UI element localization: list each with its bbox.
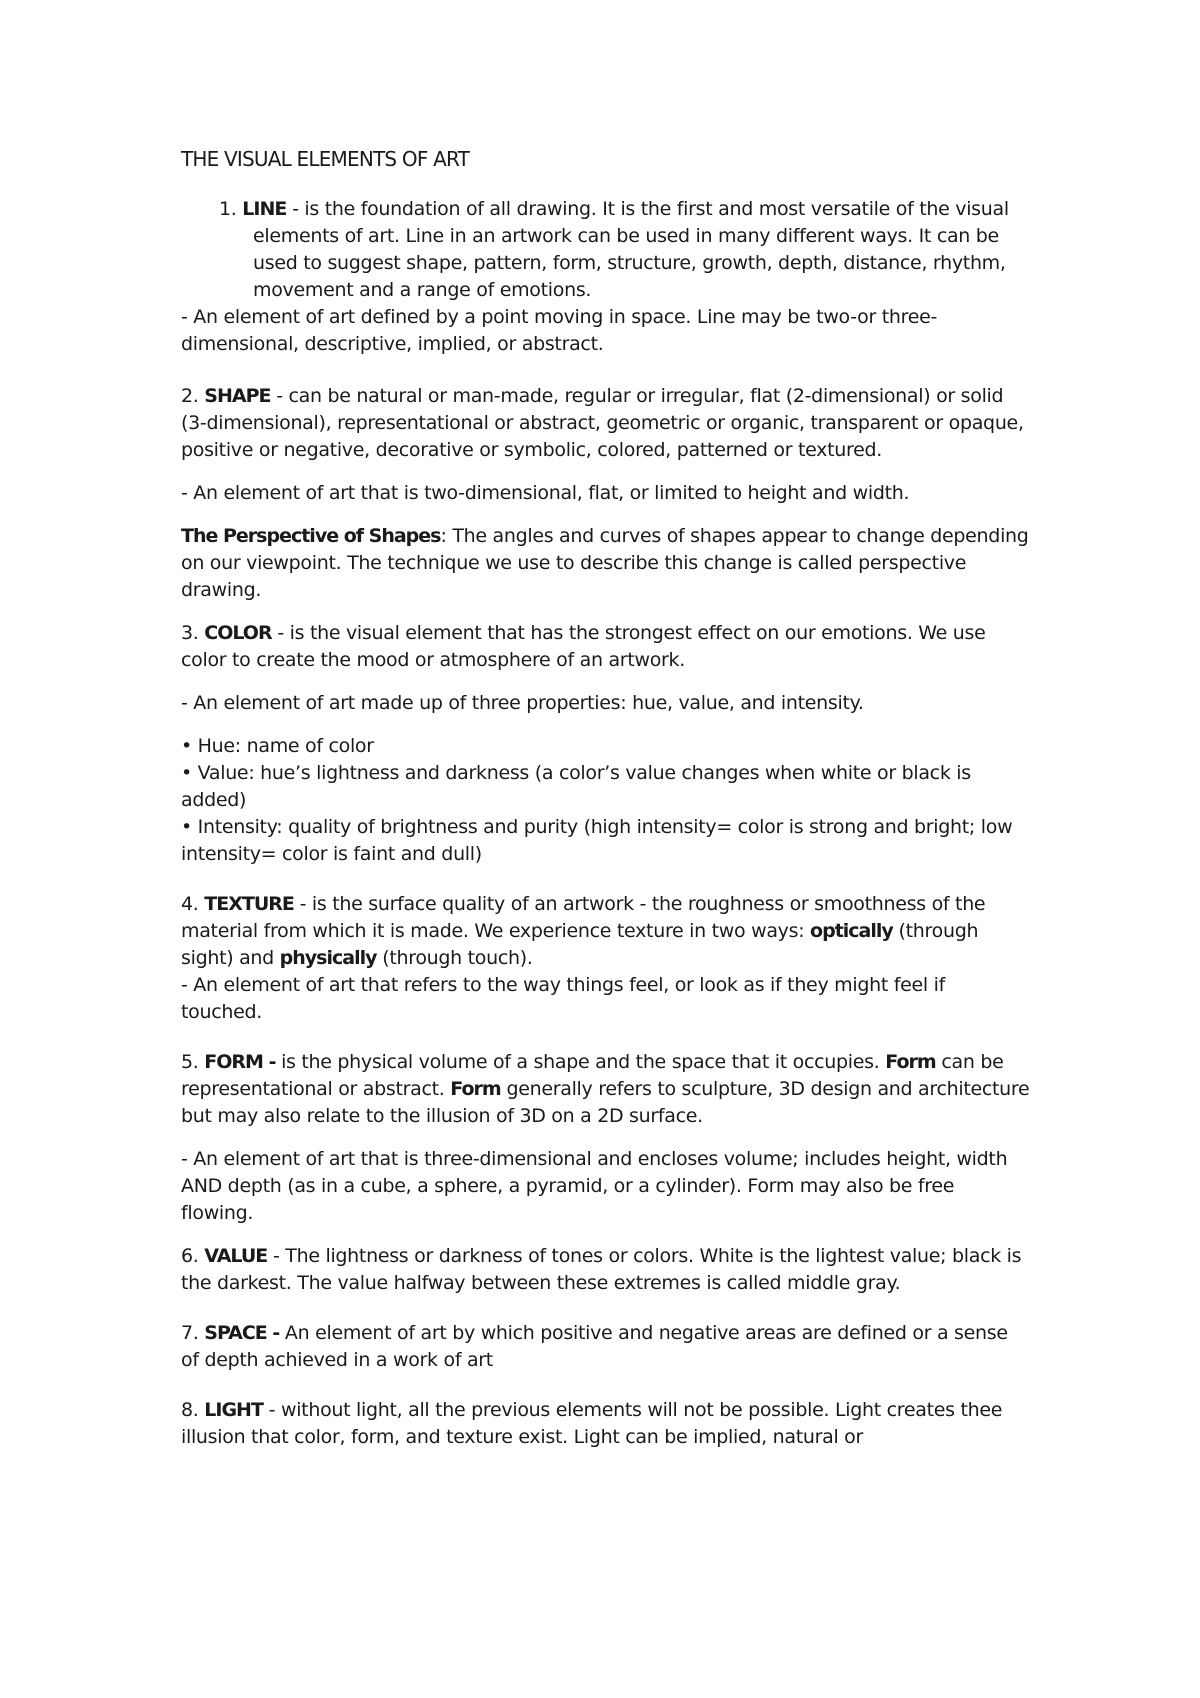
line-item bbox=[219, 196, 1031, 304]
color-definition: - An element of art made up of three properties: hue, value, and intensity. bbox=[181, 692, 864, 714]
shape-number: 2. bbox=[181, 385, 205, 407]
color-bullet-intensity: • Intensity: quality of brightness and purity (high intensity= color is strong and bright; low intensity= color is faint and dull) bbox=[181, 816, 1013, 865]
texture-physically: physically bbox=[279, 947, 377, 969]
light-paragraph bbox=[181, 1397, 1031, 1451]
line-term: LINE bbox=[242, 198, 287, 220]
form-term: FORM - bbox=[204, 1051, 282, 1073]
form-word-1: Form bbox=[885, 1051, 936, 1073]
texture-text-b: (through sight) and bbox=[181, 920, 979, 969]
perspective-text: : The angles and curves of shapes appear to change depending on our viewpoint. The technique we use to describe this change is called perspective drawing. bbox=[181, 525, 1029, 601]
color-number: 3. bbox=[181, 622, 205, 644]
form-text-b: can be representational or abstract. bbox=[181, 1051, 1004, 1100]
space-paragraph bbox=[181, 1320, 1031, 1374]
form-number: 5. bbox=[181, 1051, 205, 1073]
space-text: An element of art by which positive and negative areas are defined or a sense of depth achieved in a work of art bbox=[181, 1322, 1008, 1371]
light-text: - without light, all the previous elements will not be possible. Light creates thee illusion that color, form, and texture exist. Light can be implied, natural or bbox=[181, 1399, 1003, 1448]
texture-text-c: (through touch). bbox=[376, 947, 533, 969]
value-number: 6. bbox=[181, 1245, 205, 1267]
light-number: 8. bbox=[181, 1399, 205, 1421]
form-word-2: Form bbox=[450, 1078, 501, 1100]
color-paragraph bbox=[181, 620, 1031, 674]
form-paragraph bbox=[181, 1049, 1031, 1130]
line-text: - is the foundation of all drawing. It is the first and most versatile of the visual elements of art. Line in an artwork can be used in many different ways. It can be used to suggest shape, pattern, form, structure, growth, depth, distance, rhythm, movement and a range of emotions. bbox=[253, 198, 1009, 301]
value-term: VALUE bbox=[204, 1245, 268, 1267]
color-term: COLOR bbox=[204, 622, 272, 644]
texture-text-a: - is the surface quality of an artwork - the roughness or smoothness of the material from which it is made. We experience texture in two ways: bbox=[181, 893, 986, 942]
perspective-paragraph bbox=[181, 523, 1031, 604]
color-bullet-hue: • Hue: name of color bbox=[181, 735, 374, 757]
color-bullet-value: • Value: hue’s lightness and darkness (a color’s value changes when white or black is added) bbox=[181, 762, 971, 811]
form-definition: - An element of art that is three-dimensional and encloses volume; includes height, width AND depth (as in a cube, a sphere, a pyramid, or a cylinder). Form may also be free flowing. bbox=[181, 1148, 1008, 1224]
texture-paragraph bbox=[181, 891, 1031, 972]
texture-term: TEXTURE bbox=[204, 893, 294, 915]
perspective-term: The Perspective of Shapes bbox=[181, 525, 441, 547]
shape-term: SHAPE bbox=[204, 385, 271, 407]
form-text-a: is the physical volume of a shape and the space that it occupies. bbox=[281, 1051, 886, 1073]
value-text: - The lightness or darkness of tones or colors. White is the lightest value; black is the darkest. The value halfway between these extremes is called middle gray. bbox=[181, 1245, 1022, 1294]
line-definition: - An element of art defined by a point moving in space. Line may be two-or three-dimensional, descriptive, implied, or abstract. bbox=[181, 306, 938, 355]
space-term: SPACE - bbox=[204, 1322, 285, 1344]
shape-paragraph bbox=[181, 383, 1031, 464]
light-term: LIGHT bbox=[204, 1399, 263, 1421]
value-paragraph bbox=[181, 1243, 1031, 1297]
space-number: 7. bbox=[181, 1322, 205, 1344]
shape-definition: - An element of art that is two-dimensional, flat, or limited to height and width. bbox=[181, 482, 910, 504]
shape-text: - can be natural or man-made, regular or irregular, flat (2-dimensional) or solid (3-dimensional), representational or abstract, geometric or organic, transparent or opaque, positive or negative, decorative or symbolic, colored, patterned or textured. bbox=[181, 385, 1024, 461]
texture-number: 4. bbox=[181, 893, 205, 915]
document-title: THE VISUAL ELEMENTS OF ART bbox=[181, 147, 470, 171]
document-content bbox=[181, 146, 1031, 1451]
color-text: - is the visual element that has the strongest effect on our emotions. We use color to create the mood or atmosphere of an artwork. bbox=[181, 622, 986, 671]
line-number: 1. bbox=[219, 198, 237, 220]
form-text-c: generally refers to sculpture, 3D design and architecture but may also relate to the illusion of 3D on a 2D surface. bbox=[181, 1078, 1030, 1127]
texture-definition: - An element of art that refers to the way things feel, or look as if they might feel if touched. bbox=[181, 974, 945, 1023]
texture-optically: optically bbox=[810, 920, 893, 942]
